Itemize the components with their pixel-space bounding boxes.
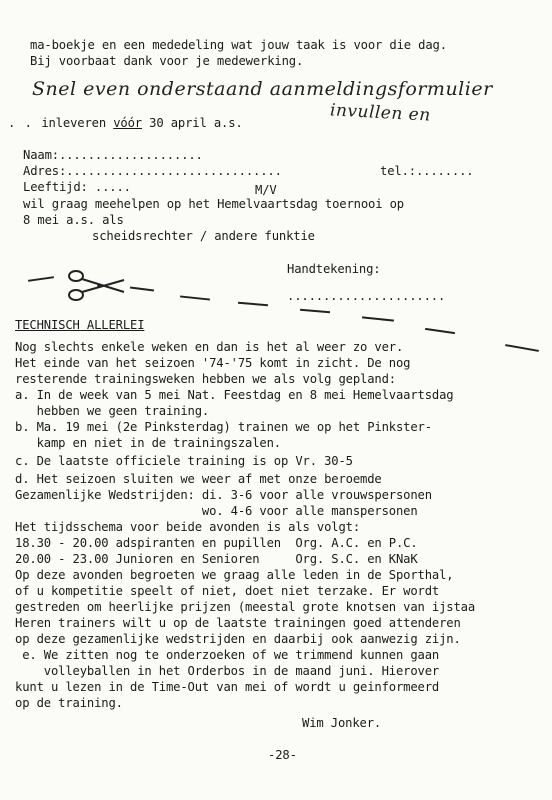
body-line: hebben we geen training. (15, 404, 210, 418)
body-line: volleyballen in het Orderbos in de maand juni. Hierover (15, 664, 440, 678)
signature-line: ...................... (287, 289, 446, 303)
body-line: Heren trainers wilt u op de laatste trainingen goed attenderen (15, 616, 461, 630)
body-line: b. Ma. 19 mei (2e Pinksterdag) trainen we op het Pinkster- (15, 420, 432, 434)
section-title: TECHNISCH ALLERLEI (15, 318, 145, 332)
page-number: -28- (268, 748, 297, 762)
handwritten-line-1: Snel even onderstaand aanmeldingsformulier (32, 78, 493, 100)
body-line: wo. 4-6 voor alle manspersonen (15, 504, 418, 518)
handwritten-line-2: invullen en (329, 100, 432, 126)
form-mv: M/V (255, 183, 277, 197)
body-line: of u kompetitie speelt of niet, doet niet terzake. Er wordt (15, 584, 440, 598)
body-line: kamp en niet in de trainingszalen. (15, 436, 281, 450)
form-leeftijd: Leeftijd: ..... (23, 180, 131, 194)
signature-label: Handtekening: (287, 262, 381, 276)
body-line: Nog slechts enkele weken en dan is het al weer zo ver. (15, 340, 404, 354)
form-help-line-2: 8 mei a.s. als (23, 213, 124, 227)
deadline-line: . . inleveren vóór 30 april a.s. (8, 116, 243, 130)
scissors-icon (66, 268, 128, 304)
intro-line-2: Bij voorbaat dank voor je medewerking. (30, 54, 304, 68)
body-line: d. Het seizoen sluiten we weer af met onze beroemde (15, 472, 382, 486)
body-line: 20.00 - 23.00 Junioren en Senioren Org. S.C. en KNaK (15, 552, 418, 566)
body-line: e. We zitten nog te onderzoeken of we trimmend kunnen gaan (15, 648, 440, 662)
body-line: 18.30 - 20.00 adspiranten en pupillen Org. A.C. en P.C. (15, 536, 418, 550)
intro-line-1: ma-boekje en een mededeling wat jouw taak is voor die dag. (30, 38, 447, 52)
form-help-line-1: wil graag meehelpen op het Hemelvaartsdag toernooi op (23, 197, 404, 211)
deadline-post: 30 april a.s. (141, 116, 243, 130)
deadline-word: vóór (113, 116, 142, 130)
deadline-pre: inleveren (41, 116, 114, 130)
form-roles: scheidsrechter / andere funktie (92, 229, 315, 243)
body-line: Gezamenlijke Wedstrijden: di. 3-6 voor alle vrouwspersonen (15, 488, 432, 502)
body-line: resterende trainingsweken hebben we als volg gepland: (15, 372, 396, 386)
body-line: op de training. (15, 696, 123, 710)
signoff: Wim Jonker. (302, 716, 382, 730)
body-line: op deze gezamenlijke wedstrijden en daarbij ook aanwezig zijn. (15, 632, 461, 646)
form-tel: tel.:........ (380, 164, 474, 178)
body-line: Het tijdsschema voor beide avonden is als volgt: (15, 520, 360, 534)
body-line: c. De laatste officiele training is op Vr. 30-5 (15, 454, 353, 468)
body-line: gestreden om heerlijke prijzen (meestal grote knotsen van ijstaa (15, 600, 475, 614)
body-line: Het einde van het seizoen '74-'75 komt in zicht. De nog (15, 356, 411, 370)
body-line: kunt u lezen in de Time-Out van mei of wordt u geinformeerd (15, 680, 440, 694)
form-naam: Naam:.................... (23, 148, 203, 162)
form-adres: Adres:.............................. (23, 164, 282, 178)
body-line: Op deze avonden begroeten we graag alle leden in de Sporthal, (15, 568, 454, 582)
body-line: a. In de week van 5 mei Nat. Feestdag en 8 mei Hemelvaartsdag (15, 388, 454, 402)
